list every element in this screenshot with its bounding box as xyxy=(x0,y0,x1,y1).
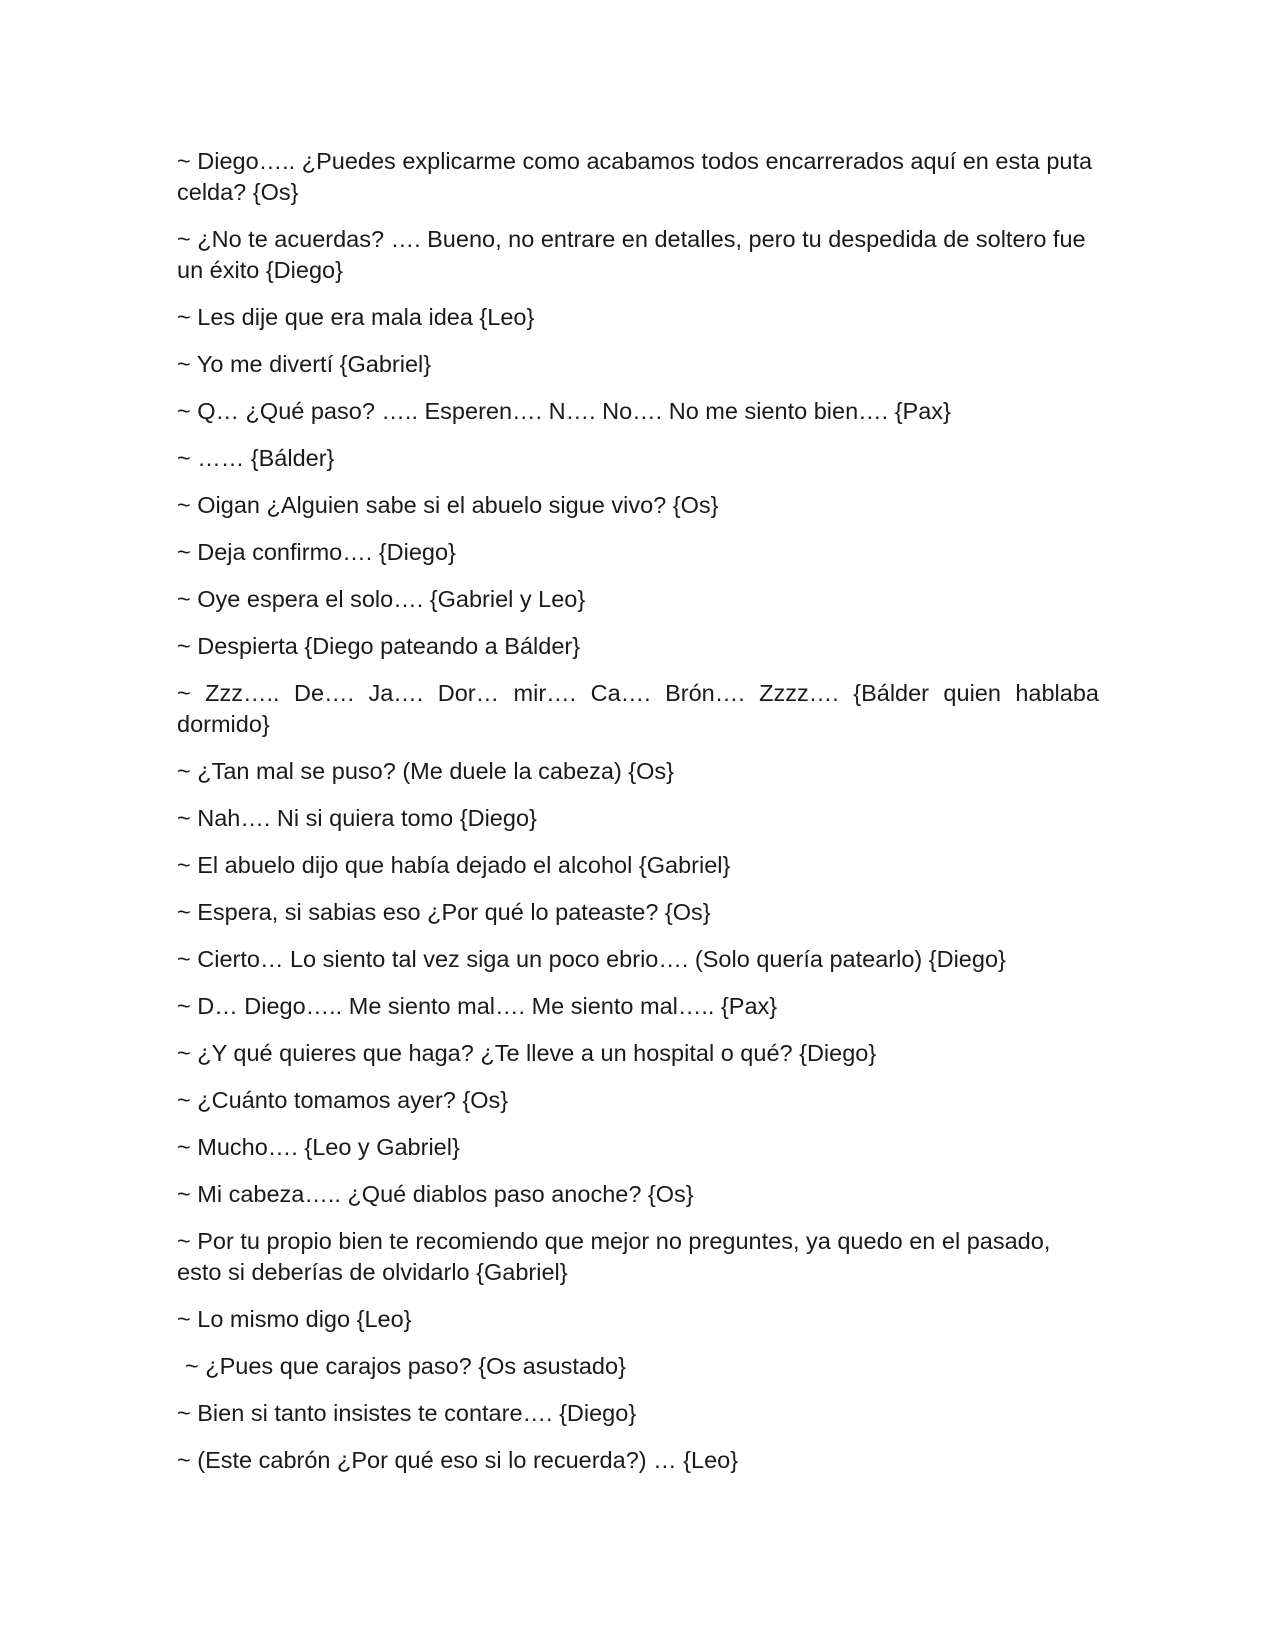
dialogue-line: ~ ¿Cuánto tomamos ayer? {Os} xyxy=(177,1087,509,1113)
dialogue-line: ~ Oigan ¿Alguien sabe si el abuelo sigue vivo? {Os} xyxy=(177,492,719,518)
dialogue-line: ~ Espera, si sabias eso ¿Por qué lo pateaste? {Os} xyxy=(177,899,711,925)
dialogue-line: ~ ¿Y qué quieres que haga? ¿Te lleve a un hospital o qué? {Diego} xyxy=(177,1040,877,1066)
dialogue-line: ~ ¿Tan mal se puso? (Me duele la cabeza) {Os} xyxy=(177,758,675,784)
dialogue-line: ~ ¿No te acuerdas? …. Bueno, no entrare en detalles, pero tu despedida de soltero fue un éxito {Diego} xyxy=(177,226,1086,283)
dialogue-line: ~ Zzz….. De…. Ja…. Dor… mir…. Ca…. Brón…. Zzzz…. {Bálder quien hablaba dormido} xyxy=(177,680,1099,737)
dialogue-line: ~ Les dije que era mala idea {Leo} xyxy=(177,304,535,330)
dialogue-line: ~ …… {Bálder} xyxy=(177,445,335,471)
dialogue-line: ~ D… Diego….. Me siento mal…. Me siento mal….. {Pax} xyxy=(177,993,778,1019)
dialogue-line: ~ ¿Pues que carajos paso? {Os asustado} xyxy=(185,1353,626,1379)
dialogue-line: ~ (Este cabrón ¿Por qué eso si lo recuerda?) … {Leo} xyxy=(177,1447,739,1473)
dialogue-line: ~ Despierta {Diego pateando a Bálder} xyxy=(177,633,581,659)
dialogue-line: ~ Yo me divertí {Gabriel} xyxy=(177,351,432,377)
dialogue-line: ~ Mucho…. {Leo y Gabriel} xyxy=(177,1134,460,1160)
dialogue-line: ~ El abuelo dijo que había dejado el alcohol {Gabriel} xyxy=(177,852,731,878)
dialogue-text xyxy=(177,146,1099,1492)
dialogue-line: ~ Mi cabeza….. ¿Qué diablos paso anoche? {Os} xyxy=(177,1181,694,1207)
dialogue-line: ~ Lo mismo digo {Leo} xyxy=(177,1306,412,1332)
dialogue-line: ~ Por tu propio bien te recomiendo que mejor no preguntes, ya quedo en el pasado, esto si deberías de olvidarlo {Gabriel} xyxy=(177,1228,1051,1285)
dialogue-line: ~ Deja confirmo…. {Diego} xyxy=(177,539,456,565)
dialogue-line: ~ Bien si tanto insistes te contare…. {Diego} xyxy=(177,1400,637,1426)
dialogue-line: ~ Nah…. Ni si quiera tomo {Diego} xyxy=(177,805,537,831)
dialogue-line: ~ Diego….. ¿Puedes explicarme como acabamos todos encarrerados aquí en esta puta celda? {Os} xyxy=(177,148,1093,205)
dialogue-line: ~ Oye espera el solo…. {Gabriel y Leo} xyxy=(177,586,586,612)
dialogue-line: ~ Cierto… Lo siento tal vez siga un poco ebrio…. (Solo quería patearlo) {Diego} xyxy=(177,946,1006,972)
dialogue-line: ~ Q… ¿Qué paso? ….. Esperen…. N…. No…. No me siento bien…. {Pax} xyxy=(177,398,951,424)
